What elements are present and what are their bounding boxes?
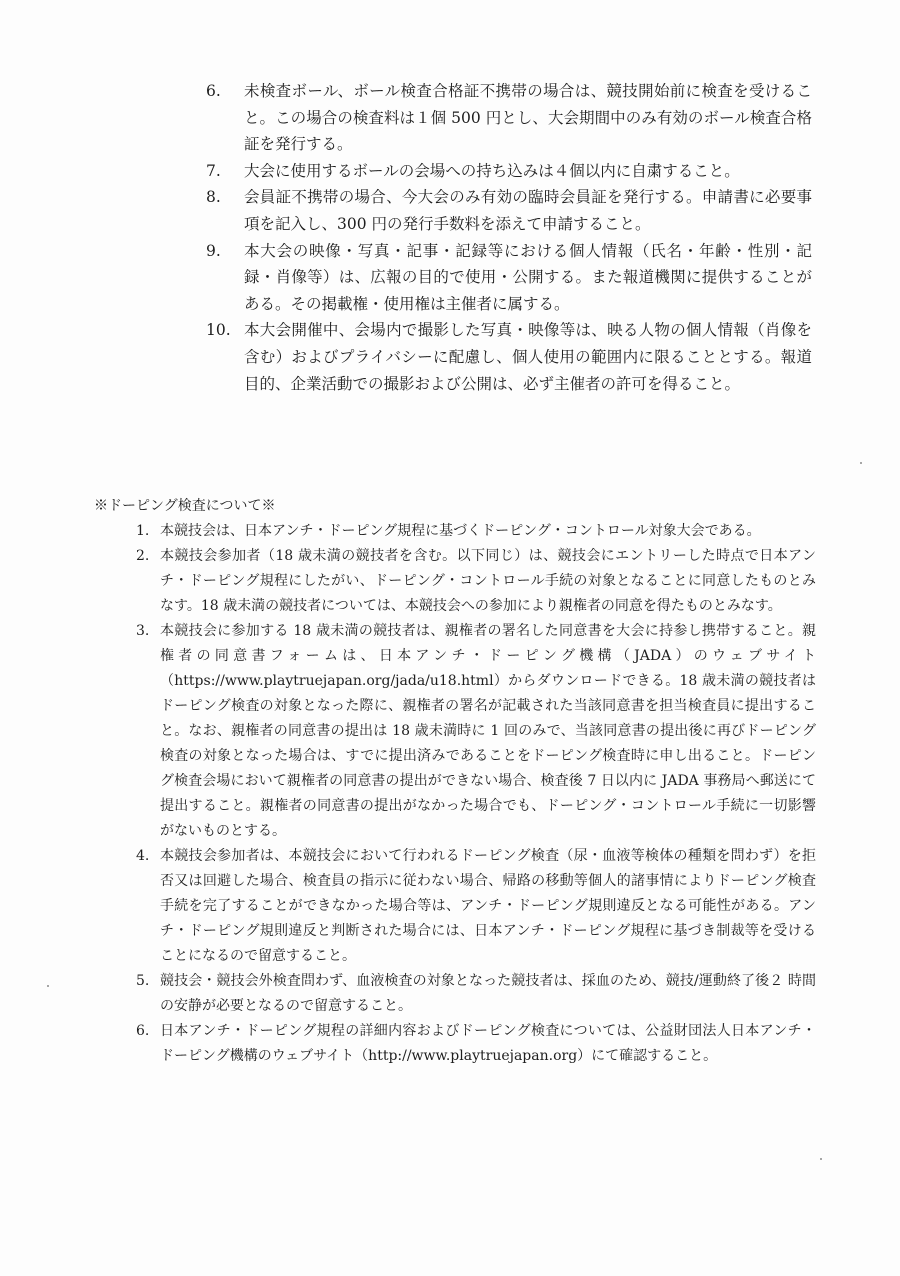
rule-number: 6.: [206, 82, 221, 100]
rule-number: 8.: [206, 188, 221, 207]
rules-list: [200, 78, 812, 397]
scan-speck: [860, 462, 862, 464]
rule-text: 会員証不携帯の場合、今大会のみ有効の臨時会員証を発行する。申請書に必要事項を記入し、300 円の発行手数料を添えて申請すること。: [244, 188, 812, 233]
doping-section-heading: ※ドーピング検査について※: [94, 498, 276, 514]
doping-item-text: 本競技会は、日本アンチ・ドーピング規程に基づくドーピング・コントロール対象大会である。: [160, 523, 761, 539]
doping-item-text: 本競技会参加者は、本競技会において行われるドーピング検査（尿・血液等検体の種類を問わず）を拒否又は回避した場合、検査員の指示に従わない場合、帰路の移動等個人的諸事情によりドーピング検査手続を完了することができなかった場合等は、アンチ・ドーピング規則違反となる可能性がある。アンチ・ドーピング規則違反と判断された場合には、日本アンチ・ドーピング規程に基づき制裁等を受けることになるので留意すること。: [160, 848, 816, 964]
doping-item-text: 本競技会参加者（18 歳未満の競技者を含む。以下同じ）は、競技会にエントリーした時点で日本アンチ・ドーピング規程にしたがい、ドーピング・コントロール手続の対象となることに同意したものとみなす。18 歳未満の競技者については、本競技会への参加により親権者の同意を得たものとみなす。: [160, 548, 816, 614]
doping-item: [136, 969, 816, 1019]
doping-item-text: 本競技会に参加する 18 歳未満の競技者は、親権者の署名した同意書を大会に持参し携帯すること。親権者の同意書フォームは、日本アンチ・ドーピング機構（JADA）のウェブサイト（https://www.playtruejapan.org/jada/u18.html）からダウンロードできる。18 歳未満の競技者はドーピング検査の対象となった際に、親権者の署名が記載された当該同意書を担当検査員に提出すること。なお、親権者の同意書の提出は 18 歳未満時に 1 回のみで、当該同意書の提出後に再びドーピング検査の対象となった場合は、すでに提出済みであることをドーピング検査時に申し出ること。ドーピング検査会場において親権者の同意書の提出ができない場合、検査後 7 日以内に JADA 事務局へ郵送にて提出すること。親権者の同意書の提出がなかった場合でも、ドーピング・コントロール手続に一切影響がないものとする。: [160, 623, 816, 839]
doping-item-number: 2.: [136, 548, 150, 564]
rule-item: [200, 317, 812, 397]
rule-item: [200, 158, 812, 185]
doping-item-text: 競技会・競技会外検査問わず、血液検査の対象となった競技者は、採血のため、競技/運動終了後２ 時間の安静が必要となるので留意すること。: [160, 973, 816, 1014]
rule-item: [200, 184, 812, 237]
doping-item-number: 6.: [136, 1023, 150, 1039]
doping-item: [136, 619, 816, 844]
doping-item-number: 5.: [136, 973, 150, 989]
rule-number: 10.: [206, 321, 231, 340]
rule-item: [200, 78, 812, 158]
rule-text: 大会に使用するボールの会場への持ち込みは４個以内に自粛すること。: [244, 161, 740, 180]
scan-speck: [820, 1158, 822, 1160]
doping-item: [136, 844, 816, 969]
doping-item: [136, 1019, 816, 1069]
rule-number: 9.: [206, 241, 221, 260]
doping-item-number: 4.: [136, 848, 150, 864]
rule-number: 7.: [206, 161, 221, 180]
doping-item: [136, 544, 816, 619]
scan-speck: [47, 985, 49, 987]
rule-text: 未検査ボール、ボール検査合格証不携帯の場合は、競技開始前に検査を受けること。この場合の検査料は１個 500 円とし、大会期間中のみ有効のボール検査合格証を発行する。: [244, 82, 812, 154]
rule-text: 本大会の映像・写真・記事・記録等における個人情報（氏名・年齢・性別・記録・肖像等）は、広報の目的で使用・公開する。また報道機関に提供することがある。その掲載権・使用権は主催者に属する。: [244, 241, 812, 313]
doping-item-number: 1.: [136, 523, 150, 539]
rule-text: 本大会開催中、会場内で撮影した写真・映像等は、映る人物の個人情報（肖像を含む）およびプライバシーに配慮し、個人使用の範囲内に限ることとする。報道目的、企業活動での撮影および公開は、必ず主催者の許可を得ること。: [244, 321, 812, 393]
rule-item: [200, 238, 812, 318]
doping-item-text: 日本アンチ・ドーピング規程の詳細内容およびドーピング検査については、公益財団法人日本アンチ・ドーピング機構のウェブサイト（http://www.playtruejapan.org）にて確認すること。: [160, 1023, 816, 1064]
doping-list: [136, 519, 816, 1069]
doping-item: [136, 519, 816, 544]
doping-item-number: 3.: [136, 623, 150, 639]
